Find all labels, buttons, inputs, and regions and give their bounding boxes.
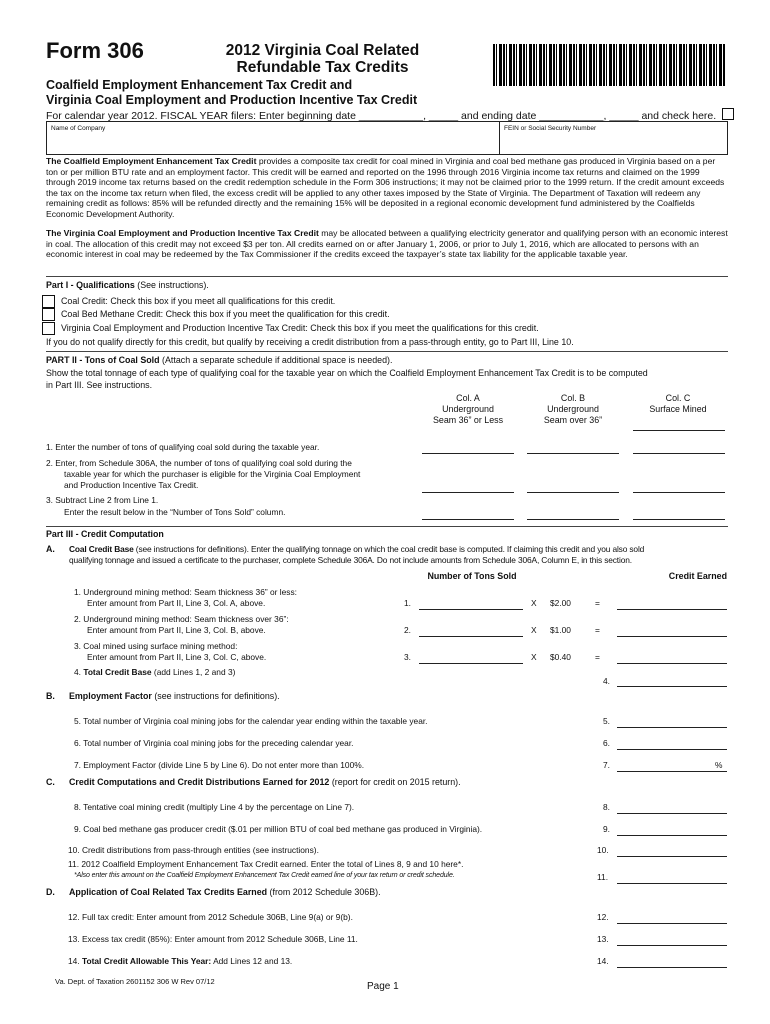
section-c-label: C.	[46, 777, 55, 787]
p3-x1: X	[531, 598, 537, 608]
part2-line2b: taxable year for which the purchaser is eligible for the Virginia Coal Employment	[64, 469, 361, 479]
title-line-1: 2012 Virginia Coal Related	[225, 42, 420, 59]
part2-heading	[46, 355, 392, 365]
footer-page: Page 1	[367, 981, 399, 992]
part2-l1-col-c-field[interactable]	[633, 453, 725, 454]
p3-l12-field[interactable]	[617, 923, 727, 924]
part2-l3-col-c-field[interactable]	[633, 519, 725, 520]
section-a-line1	[69, 544, 644, 554]
col-c-header-rule	[633, 430, 725, 431]
form-title	[180, 42, 465, 76]
p3-line4-num: 4.	[74, 667, 81, 677]
p3-line11: 11. 2012 Coalfield Employment Enhancement Tax Credit earned. Enter the total of Lines 8, 9 and 10 here*.	[68, 859, 464, 869]
p3-n8: 8.	[603, 802, 610, 812]
p3-l14-field[interactable]	[617, 967, 727, 968]
p3-line3a: 3. Coal mined using surface mining method:	[74, 641, 238, 651]
part2-l2-col-b-field[interactable]	[527, 492, 619, 493]
p3-l9-field[interactable]	[617, 835, 727, 836]
p3-line1b: Enter amount from Part II, Line 3, Col. A, above.	[87, 598, 266, 608]
col-a-line2: Underground	[442, 404, 494, 414]
part2-l1-col-b-field[interactable]	[527, 453, 619, 454]
subtitle-line-1: Coalfield Employment Enhancement Tax Credit and	[46, 78, 353, 92]
p3-line6: 6. Total number of Virginia coal mining jobs for the preceding calendar year.	[74, 738, 354, 748]
p3-l8-field[interactable]	[617, 813, 727, 814]
p3-x3: X	[531, 652, 537, 662]
calendar-year-line	[46, 108, 734, 122]
section-b-heading	[69, 691, 280, 701]
section-b-rest: (see instructions for definitions).	[151, 691, 280, 701]
intro-p2-text: may be allocated between a qualifying electricity generator and qualifying person with an economic interest in coal. The allocation of this credit may not exceed $3 per ton. All credits earned on or after January 1, 2006, or prior to July 1, 2016, which are allocated to persons with an economic interest in coal may be redeemed by the Tax Commissioner if the credits exceed the taxpayer’s state tax liability for the applicable taxable year.	[46, 228, 728, 260]
methane-credit-checkbox[interactable]	[42, 308, 55, 321]
p3-n12: 12.	[597, 912, 609, 922]
part2-intro-1: Show the total tonnage of each type of qualifying coal for the taxable year on which the Coalfield Employment Enhancement Tax Credit is to be computed	[46, 368, 648, 378]
p3-l5-field[interactable]	[617, 727, 727, 728]
p3-line8: 8. Tentative coal mining credit (multiply Line 4 by the percentage on Line 7).	[74, 802, 355, 812]
part2-l2-col-c-field[interactable]	[633, 492, 725, 493]
divider-part3	[46, 526, 728, 527]
p3-n3: 3.	[404, 652, 411, 662]
p3-rate1: $2.00	[550, 598, 571, 608]
p3-l7-field[interactable]	[617, 771, 727, 772]
col-c-line2: Surface Mined	[649, 404, 707, 414]
p3-line14-bold: Total Credit Allowable This Year:	[81, 956, 212, 966]
calendar-year-text: For calendar year 2012. FISCAL YEAR filers: Enter beginning date ___________, _____ and ending date ___________, _____ and check here.	[46, 110, 717, 122]
p3-l1-tons-field[interactable]	[419, 609, 523, 610]
coal-credit-checkbox[interactable]	[42, 295, 55, 308]
intro-paragraph-2	[46, 228, 728, 260]
p3-eq2: =	[595, 625, 600, 635]
col-c-header	[630, 393, 726, 415]
part2-line3b: Enter the result below in the “Number of Tons Sold” column.	[64, 507, 286, 517]
p3-n6: 6.	[603, 738, 610, 748]
part3-heading: Part III - Credit Computation	[46, 529, 164, 539]
p3-l13-field[interactable]	[617, 945, 727, 946]
section-d-label: D.	[46, 887, 55, 897]
company-identity-box	[46, 121, 728, 155]
col-b-line2: Underground	[547, 404, 599, 414]
subtitle-line-2: Virginia Coal Employment and Production Incentive Tax Credit	[46, 93, 418, 107]
intro-paragraph-1	[46, 156, 728, 220]
p3-line4-rest: (add Lines 1, 2 and 3)	[151, 667, 236, 677]
p3-n2: 2.	[404, 625, 411, 635]
intro-p1-text: provides a composite tax credit for coal mined in Virginia and coal bed methane gas produced in Virginia based on a per ton or per million BTU rate and an employment factor. This credit will be earned and reported on the 1996 through 2016 Virginia income tax returns and claimed on the 1999 through 2019 income tax returns based on the credit redemption schedule in the Form 306 instructions; it may not be claimed prior to the 1999 return. If the credit amount exceeds the tax on the income tax return when filed, the excess credit will be applied to any other taxes imposed by the State of Virginia. The Department of Taxation will redeem any remaining credit as follows: 85% will be refunded directly and the remaining 15% will be deposited in a regional economic development fund administered by the Coalfields Economic Development Authority.	[46, 156, 725, 219]
fein-label: FEIN or Social Security Number	[504, 125, 597, 132]
company-name-label: Name of Company	[51, 125, 106, 132]
section-c-heading	[69, 777, 461, 787]
p3-line2b: Enter amount from Part II, Line 3, Col. B, above.	[87, 625, 266, 635]
intro-p2-bold: The Virginia Coal Employment and Production Incentive Tax Credit	[46, 228, 319, 238]
section-c-rest: (report for credit on 2015 return).	[329, 777, 461, 787]
section-c-bold: Credit Computations and Credit Distributions Earned for 2012	[69, 777, 330, 787]
fiscal-year-checkbox[interactable]	[722, 108, 734, 120]
p3-line14	[68, 956, 292, 966]
part2-heading-bold: PART II - Tons of Coal Sold	[46, 355, 160, 365]
p3-line14-rest: Add Lines 12 and 13.	[211, 956, 293, 966]
section-a-line2: qualifying tonnage and issued a certificate to the purchaser, complete Schedule 306A. Do not include amounts from Schedule 306A, Column E, in this section.	[69, 555, 632, 565]
part2-line1: 1. Enter the number of tons of qualifying coal sold during the taxable year.	[46, 442, 320, 452]
p3-n13: 13.	[597, 934, 609, 944]
p3-eq3: =	[595, 652, 600, 662]
part2-heading-rest: (Attach a separate schedule if additional space is needed).	[159, 355, 393, 365]
credit-earned-header: Credit Earned	[668, 571, 727, 581]
p3-line11-note: *Also enter this amount on the Coalfield Employment Enhancement Tax Credit earned line of your tax return or credit schedule.	[74, 872, 455, 879]
p3-line5: 5. Total number of Virginia coal mining jobs for the calendar year ending within the taxable year.	[74, 716, 428, 726]
part1-heading-bold: Part I - Qualifications	[46, 280, 135, 290]
p3-l10-field[interactable]	[617, 856, 727, 857]
coal-credit-label: Coal Credit: Check this box if you meet all qualifications for this credit.	[61, 296, 336, 306]
part1-note: If you do not qualify directly for this credit, but qualify by receiving a credit distribution from a pass-through entity, go to Part III, Line 10.	[46, 337, 574, 347]
col-b-title: Col. B	[560, 393, 586, 403]
divider-part1	[46, 276, 728, 277]
col-a-header	[420, 393, 516, 426]
p3-line13: 13. Excess tax credit (85%): Enter amount from 2012 Schedule 306B, Line 11.	[68, 934, 358, 944]
divider-part2	[46, 351, 728, 352]
p3-line2a: 2. Underground mining method: Seam thickness over 36”:	[74, 614, 289, 624]
incentive-credit-label: Virginia Coal Employment and Production Incentive Tax Credit: Check this box if you meet the qualifications for this credit.	[61, 323, 539, 333]
col-b-header	[525, 393, 621, 426]
tons-sold-header: Number of Tons Sold	[427, 571, 517, 581]
p3-l6-field[interactable]	[617, 749, 727, 750]
part1-heading-rest: (See instructions).	[134, 280, 209, 290]
p3-pct: %	[715, 760, 723, 770]
part2-l2-col-a-field[interactable]	[422, 492, 514, 493]
p3-l11-field[interactable]	[617, 883, 727, 884]
p3-line4-bold: Total Credit Base	[83, 667, 152, 677]
p3-n10: 10.	[597, 845, 609, 855]
part2-l3-col-a-field[interactable]	[422, 519, 514, 520]
p3-line7: 7. Employment Factor (divide Line 5 by Line 6). Do not enter more than 100%.	[74, 760, 365, 770]
p3-line1a: 1. Underground mining method: Seam thickness 36” or less:	[74, 587, 297, 597]
form-number: Form 306	[46, 38, 144, 63]
p3-rate3: $0.40	[550, 652, 571, 662]
p3-n9: 9.	[603, 824, 610, 834]
section-b-bold: Employment Factor	[69, 691, 152, 701]
p3-n7: 7.	[603, 760, 610, 770]
section-d-bold: Application of Coal Related Tax Credits Earned	[69, 887, 268, 897]
p3-l1-credit-field[interactable]	[617, 609, 727, 610]
company-name-field[interactable]	[51, 135, 495, 152]
p3-line3b: Enter amount from Part II, Line 3, Col. C, above.	[87, 652, 267, 662]
section-a-bold: Coal Credit Base	[69, 544, 134, 554]
part2-line2c: and Production Incentive Tax Credit.	[64, 480, 199, 490]
col-a-line3: Seam 36” or Less	[432, 415, 504, 425]
p3-line4	[74, 667, 235, 677]
methane-credit-label: Coal Bed Methane Credit: Check this box if you meet the qualification for this credit.	[61, 309, 390, 319]
title-line-2: Refundable Tax Credits	[236, 59, 409, 76]
identity-divider	[499, 122, 500, 154]
p3-line9: 9. Coal bed methane gas producer credit ($.01 per million BTU of coal bed methane gas produced in Virginia).	[74, 824, 483, 834]
incentive-credit-checkbox[interactable]	[42, 322, 55, 335]
part1-heading	[46, 280, 209, 290]
p3-l2-tons-field[interactable]	[419, 636, 523, 637]
intro-p1-bold: The Coalfield Employment Enhancement Tax Credit	[46, 156, 257, 166]
footer-dept: Va. Dept. of Taxation 2601152 306 W Rev 07/12	[55, 977, 215, 986]
part2-intro-2: in Part III. See instructions.	[46, 380, 153, 390]
p3-l2-credit-field[interactable]	[617, 636, 727, 637]
col-b-line3: Seam over 36”	[543, 415, 603, 425]
p3-l3-credit-field[interactable]	[617, 663, 727, 664]
p3-l3-tons-field[interactable]	[419, 663, 523, 664]
p3-n14: 14.	[597, 956, 609, 966]
part2-l3-col-b-field[interactable]	[527, 519, 619, 520]
section-d-heading	[69, 887, 381, 897]
section-a-label: A.	[46, 544, 55, 554]
section-b-label: B.	[46, 691, 55, 701]
p3-line14-num: 14.	[68, 956, 80, 966]
p3-l4-field[interactable]	[617, 686, 727, 687]
p3-eq1: =	[595, 598, 600, 608]
part2-l1-col-a-field[interactable]	[422, 453, 514, 454]
p3-line10: 10. Credit distributions from pass-through entities (see instructions).	[68, 845, 319, 855]
p3-x2: X	[531, 625, 537, 635]
p3-n5: 5.	[603, 716, 610, 726]
p3-line12: 12. Full tax credit: Enter amount from 2012 Schedule 306B, Line 9(a) or 9(b).	[68, 912, 353, 922]
section-d-rest: (from 2012 Schedule 306B).	[267, 887, 381, 897]
section-a-text1: (see instructions for definitions). Enter the qualifying tonnage on which the coal credit base is computed. If claiming this credit and you also sold	[133, 544, 645, 554]
p3-n4: 4.	[603, 676, 610, 686]
part2-line2a: 2. Enter, from Schedule 306A, the number of tons of qualifying coal sold during the	[46, 458, 352, 468]
p3-n1: 1.	[404, 598, 411, 608]
barcode	[493, 44, 725, 86]
col-a-title: Col. A	[456, 393, 480, 403]
p3-n11: 11.	[597, 872, 609, 882]
part2-line3a: 3. Subtract Line 2 from Line 1.	[46, 495, 159, 505]
fein-field[interactable]	[504, 135, 722, 152]
p3-rate2: $1.00	[550, 625, 571, 635]
col-c-title: Col. C	[665, 393, 691, 403]
